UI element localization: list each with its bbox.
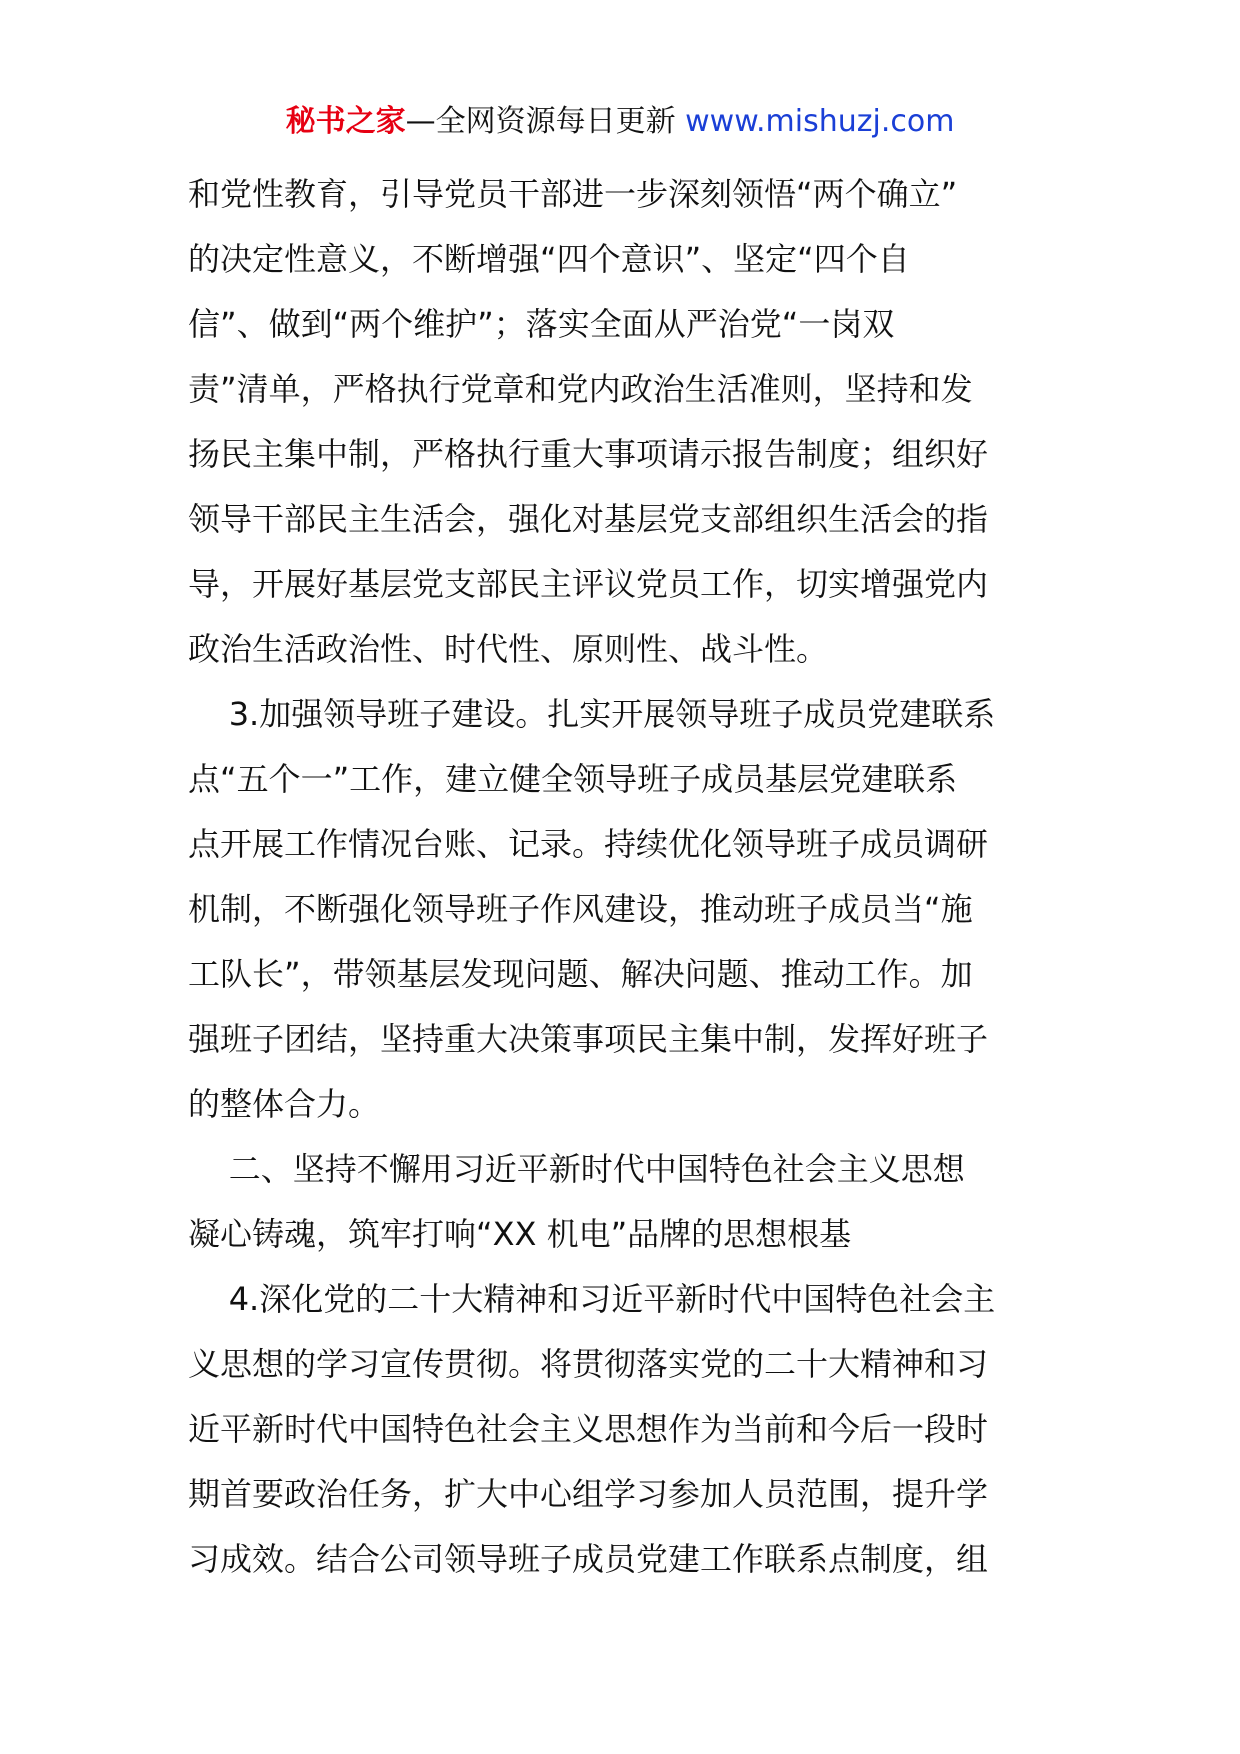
site-url-link[interactable]: www.mishuzj.com	[685, 104, 955, 139]
text-line: 期首要政治任务，扩大中心组学习参加人员范围，提升学	[188, 1475, 989, 1513]
text-line: 的整体合力。	[188, 1085, 381, 1123]
text-line: 3.加强领导班子建设。扎实开展领导班子成员党建联系	[188, 695, 996, 733]
text-line: 责”清单，严格执行党章和党内政治生活准则，坚持和发	[188, 370, 973, 408]
text-line: 近平新时代中国特色社会主义思想作为当前和今后一段时	[188, 1410, 989, 1448]
section-heading-line: 二、坚持不懈用习近平新时代中国特色社会主义思想	[188, 1150, 965, 1188]
brand-name: 秘书之家	[285, 104, 406, 139]
section-heading-line: 凝心铸魂，筑牢打响“XX 机电”品牌的思想根基	[188, 1215, 852, 1253]
text-line: 政治生活政治性、时代性、原则性、战斗性。	[188, 630, 829, 668]
text-line: 习成效。结合公司领导班子成员党建工作联系点制度，组	[188, 1540, 989, 1578]
text-line: 点“五个一”工作，建立健全领导班子成员基层党建联系	[188, 760, 958, 798]
text-line: 义思想的学习宣传贯彻。将贯彻落实党的二十大精神和习	[188, 1345, 989, 1383]
text-line: 扬民主集中制，严格执行重大事项请示报告制度；组织好	[188, 435, 989, 473]
text-line: 工队长”，带领基层发现问题、解决问题、推动工作。加	[188, 955, 973, 993]
text-line: 导，开展好基层党支部民主评议党员工作，切实增强党内	[188, 565, 989, 603]
text-line: 和党性教育，引导党员干部进一步深刻领悟“两个确立”	[188, 175, 958, 213]
text-line: 的决定性意义，不断增强“四个意识”、坚定“四个自	[188, 240, 910, 278]
text-line: 4.深化党的二十大精神和习近平新时代中国特色社会主	[188, 1280, 996, 1318]
text-line: 点开展工作情况台账、记录。持续优化领导班子成员调研	[188, 825, 989, 863]
header-tagline: —全网资源每日更新	[405, 104, 686, 139]
text-line: 领导干部民主生活会，强化对基层党支部组织生活会的指	[188, 500, 989, 538]
text-line: 信”、做到“两个维护”；落实全面从严治党“一岗双	[188, 305, 895, 343]
text-line: 机制，不断强化领导班子作风建设，推动班子成员当“施	[188, 890, 973, 928]
text-line: 强班子团结，坚持重大决策事项民主集中制，发挥好班子	[188, 1020, 989, 1058]
document-body	[188, 162, 1068, 1592]
watermark-header	[0, 100, 1240, 144]
